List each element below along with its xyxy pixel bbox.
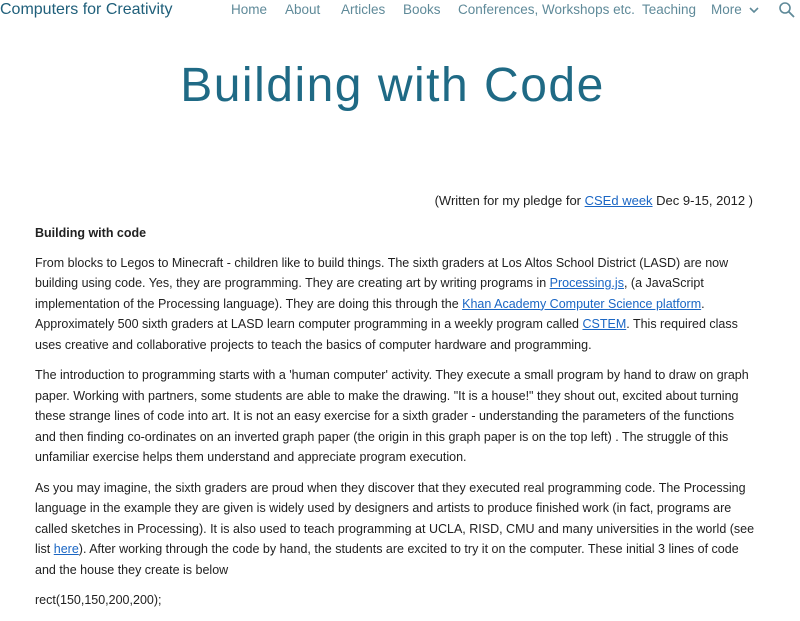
csed-week-link[interactable]: CSEd week bbox=[584, 193, 653, 208]
p3-text-1: As you may imagine, the sixth graders are proud when they discover that they executed real programming code. The Processing language in the example they are given is widely used by designers and artists to produce finished work (in fact, programs are called sketches in Processing). It is also used to teach programming at UCLA, RISD, CMU and many universities in the world (see list bbox=[35, 480, 755, 556]
paragraph-processing bbox=[35, 478, 755, 581]
section-heading: Building with code bbox=[35, 226, 147, 240]
p1-text-4: . This required class uses creative and collaborative projects to teach the basics of computer hardware and programming. bbox=[35, 317, 738, 352]
pledge-text-after: Dec 9-15, 2012 ) bbox=[652, 193, 753, 208]
khan-academy-link[interactable]: Khan Academy Computer Science platform bbox=[462, 296, 702, 311]
processingjs-link[interactable]: Processing.js bbox=[549, 276, 624, 290]
nav-articles[interactable]: Articles bbox=[341, 2, 386, 17]
paragraph-human-computer: The introduction to programming starts with a 'human computer' activity. They execute a small program by hand to draw on graph paper. Working with partners, some students are able to make the drawing. "It is a house!" they shout out, excited about turning these strange lines of code into art. It is not an easy exercise for a sixth grader - understanding the parameters of the functions and then finding co-ordinates on an inverted graph paper (the origin in this graph paper is on the top left) . The struggle of this unfamiliar exercise helps them understand and appreciate program execution. bbox=[35, 368, 749, 464]
nav-about[interactable]: About bbox=[285, 2, 321, 17]
page-title: Building with Code bbox=[180, 59, 605, 112]
code-line: rect(150,150,200,200); bbox=[35, 593, 162, 607]
article-body bbox=[35, 223, 755, 621]
top-navigation bbox=[0, 0, 800, 22]
nav-teaching[interactable]: Teaching bbox=[642, 2, 697, 17]
p1-text-2: , (a JavaScript implementation of the Processing language). They are doing this through the bbox=[35, 276, 704, 311]
pledge-text-before: (Written for my pledge for bbox=[434, 193, 585, 208]
p1-text-3: . Approximately 500 sixth graders at LASD learn computer programming in a weekly program called bbox=[35, 296, 705, 331]
p3-text-2: ). After working through the code by hand, the students are excited to try it on the computer. These initial 3 lines of code and the house they create is below bbox=[35, 542, 739, 577]
nav-more-menu[interactable] bbox=[711, 2, 759, 17]
nav-home[interactable]: Home bbox=[231, 2, 268, 17]
cstem-link[interactable]: CSTEM bbox=[582, 317, 627, 331]
chevron-down-icon bbox=[749, 7, 759, 14]
paragraph-intro bbox=[35, 253, 755, 356]
p1-text-1: From blocks to Legos to Minecraft - children like to build things. The sixth graders at Los Altos School District (LASD) are now building using code. Yes, they are programming. They are creating art by writing programs in bbox=[35, 255, 729, 290]
search-icon[interactable] bbox=[778, 1, 796, 19]
nav-conferences[interactable]: Conferences, Workshops etc. bbox=[458, 2, 635, 17]
here-link[interactable]: here bbox=[53, 542, 79, 556]
site-title[interactable]: Computers for Creativity bbox=[0, 1, 173, 18]
pledge-note bbox=[435, 193, 753, 208]
nav-more-label: More bbox=[711, 2, 742, 17]
nav-books[interactable]: Books bbox=[403, 2, 441, 17]
